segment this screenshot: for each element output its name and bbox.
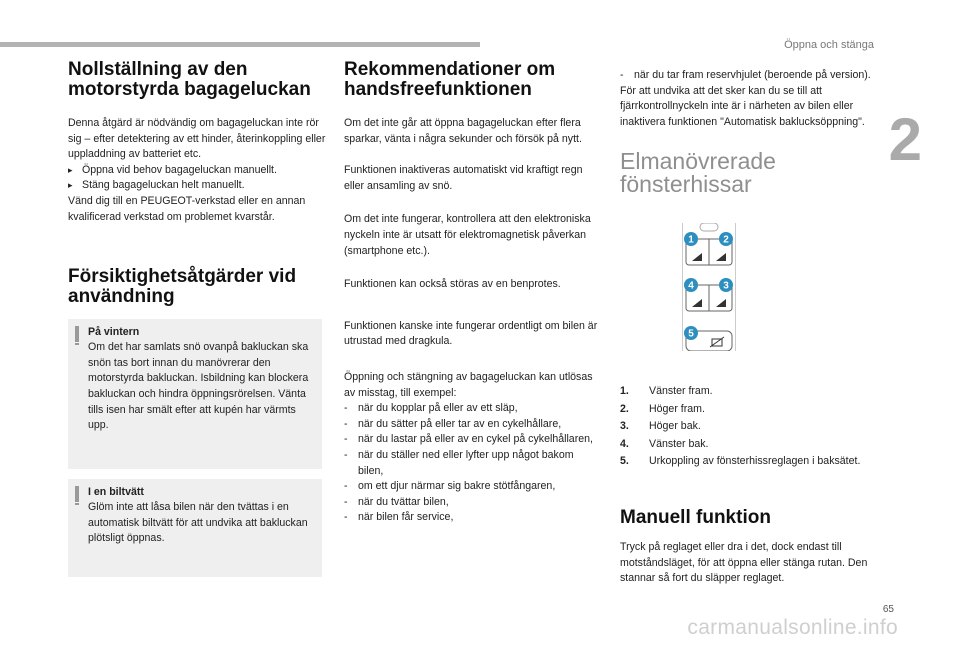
info-icon: [75, 326, 79, 342]
paragraph: Funktionen inaktiveras automatiskt vid kraftigt regn eller ansamling av snö.: [344, 164, 583, 192]
info-box-title: På vintern: [88, 326, 140, 339]
badge-label: 2: [723, 234, 729, 246]
list-item: - när bilen får service,: [344, 510, 599, 526]
info-icon: [75, 486, 79, 502]
list-item: - när du tvättar bilen,: [344, 495, 599, 511]
badge-label: 3: [723, 280, 729, 292]
window-switch-panel-illustration: [672, 223, 746, 351]
header-bar: [0, 42, 480, 47]
badge-label: 1: [688, 234, 694, 246]
paragraph: Om det inte fungerar, kontrollera att den elektroniska nyckeln inte är utsatt för elektromagnetisk påverkan (smartphone etc.).: [344, 213, 591, 257]
chapter-title: Öppna och stänga: [784, 39, 874, 51]
info-icon-dot: [75, 343, 79, 345]
info-box-text: Om det har samlats snö ovanpå bakluckan ska snön tas bort innan du manövrerar den motorstyrda bakluckan. Isbildning kan blockera bakluckan och hindra öppningsrörelsen. Vänta tills isen har smält efter att kupén har värmts upp.: [88, 341, 309, 432]
reset-contact: Vänd dig till en PEUGEOT-verkstad eller en annan kvalificerad verkstad om problemet kvarstår.: [68, 194, 306, 223]
badge-label: 5: [688, 328, 694, 340]
paragraph: Öppning och stängning av bagageluckan kan utlösas av misstag, till exempel:: [344, 370, 593, 399]
paragraph: Funktionen kan också störas av en benprotes.: [344, 278, 561, 291]
list-item: 3. Höger bak.: [620, 420, 701, 433]
list-item: 4. Vänster bak.: [620, 437, 709, 450]
paragraph: Tryck på reglaget eller dra i det, dock endast till motståndsläget, för att öppna eller stänga rutan. Den stannar så fort du släpper reglaget.: [620, 541, 868, 585]
chapter-number: 2: [888, 106, 922, 173]
middle-column: [344, 60, 599, 526]
switch-legend: [620, 384, 875, 472]
paragraph: För att undvika att det sker kan du se till att fjärrkontrollnyckeln inte är i närheten av bilen eller inaktivera funktionen "Automatisk baklucksöppning".: [620, 84, 865, 128]
watermark: carmanualsonline.info: [687, 616, 898, 639]
info-box-winter: [68, 319, 322, 469]
paragraph: Funktionen kanske inte fungerar ordentligt om bilen är utrustad med dragkula.: [344, 319, 598, 348]
list-item: - när du sätter på eller tar av en cykelhållare,: [344, 417, 599, 433]
list-item: - om ett djur närmar sig bakre stötfångaren,: [344, 479, 599, 495]
reset-text: Denna åtgärd är nödvändig om bagageluckan inte rör sig – efter detektering av ett hinder, återinkoppling eller uppladdning av batteriet etc.: [68, 117, 326, 161]
list-item: - när du lastar på eller av en cykel på cykelhållaren,: [344, 432, 599, 448]
heading-precautions: Försiktighetsåtgärder vid användning: [68, 266, 297, 308]
badge-label: 4: [688, 280, 694, 292]
reset-step: ▸ Stäng bagageluckan helt manuellt.: [68, 178, 328, 194]
heading-handsfree: Rekommendationer om handsfreefunktionen: [344, 59, 556, 100]
list-item: 2. Höger fram.: [620, 402, 705, 415]
info-box-text: Glöm inte att låsa bilen när den tvättas i en automatisk biltvätt för att undvika att bakluckan plötsligt öppnas.: [88, 501, 308, 545]
heading-manual: Manuell funktion: [620, 507, 771, 528]
heading-reset: Nollställning av den motorstyrda bagageluckan: [68, 59, 311, 100]
list-item: 5. Urkoppling av fönsterhissreglagen i baksätet.: [620, 455, 861, 468]
paragraph: Om det inte går att öppna bagageluckan efter flera sparkar, vänta i några sekunder och försök på nytt.: [344, 117, 582, 145]
list-item: 1. Vänster fram.: [620, 385, 713, 397]
list-item: - när du ställer ned eller lyfter upp något bakom bilen,: [344, 448, 599, 479]
manual-section: [620, 508, 875, 587]
reset-step: ▸ Öppna vid behov bagageluckan manuellt.: [68, 163, 328, 179]
info-box-title: I en biltvätt: [88, 486, 144, 499]
trigger-list: [344, 401, 599, 526]
info-box-carwash: [68, 479, 322, 577]
heading-windows: Elmanövrerade fönsterhissar: [620, 148, 776, 198]
right-column: [620, 68, 875, 196]
page-number: 65: [882, 604, 894, 615]
left-column: [68, 60, 328, 577]
info-icon-dot: [75, 503, 79, 505]
list-item: - när du kopplar på eller av ett släp,: [344, 401, 599, 417]
list-item: - när du tar fram reservhjulet (beroende på version).: [620, 68, 875, 84]
